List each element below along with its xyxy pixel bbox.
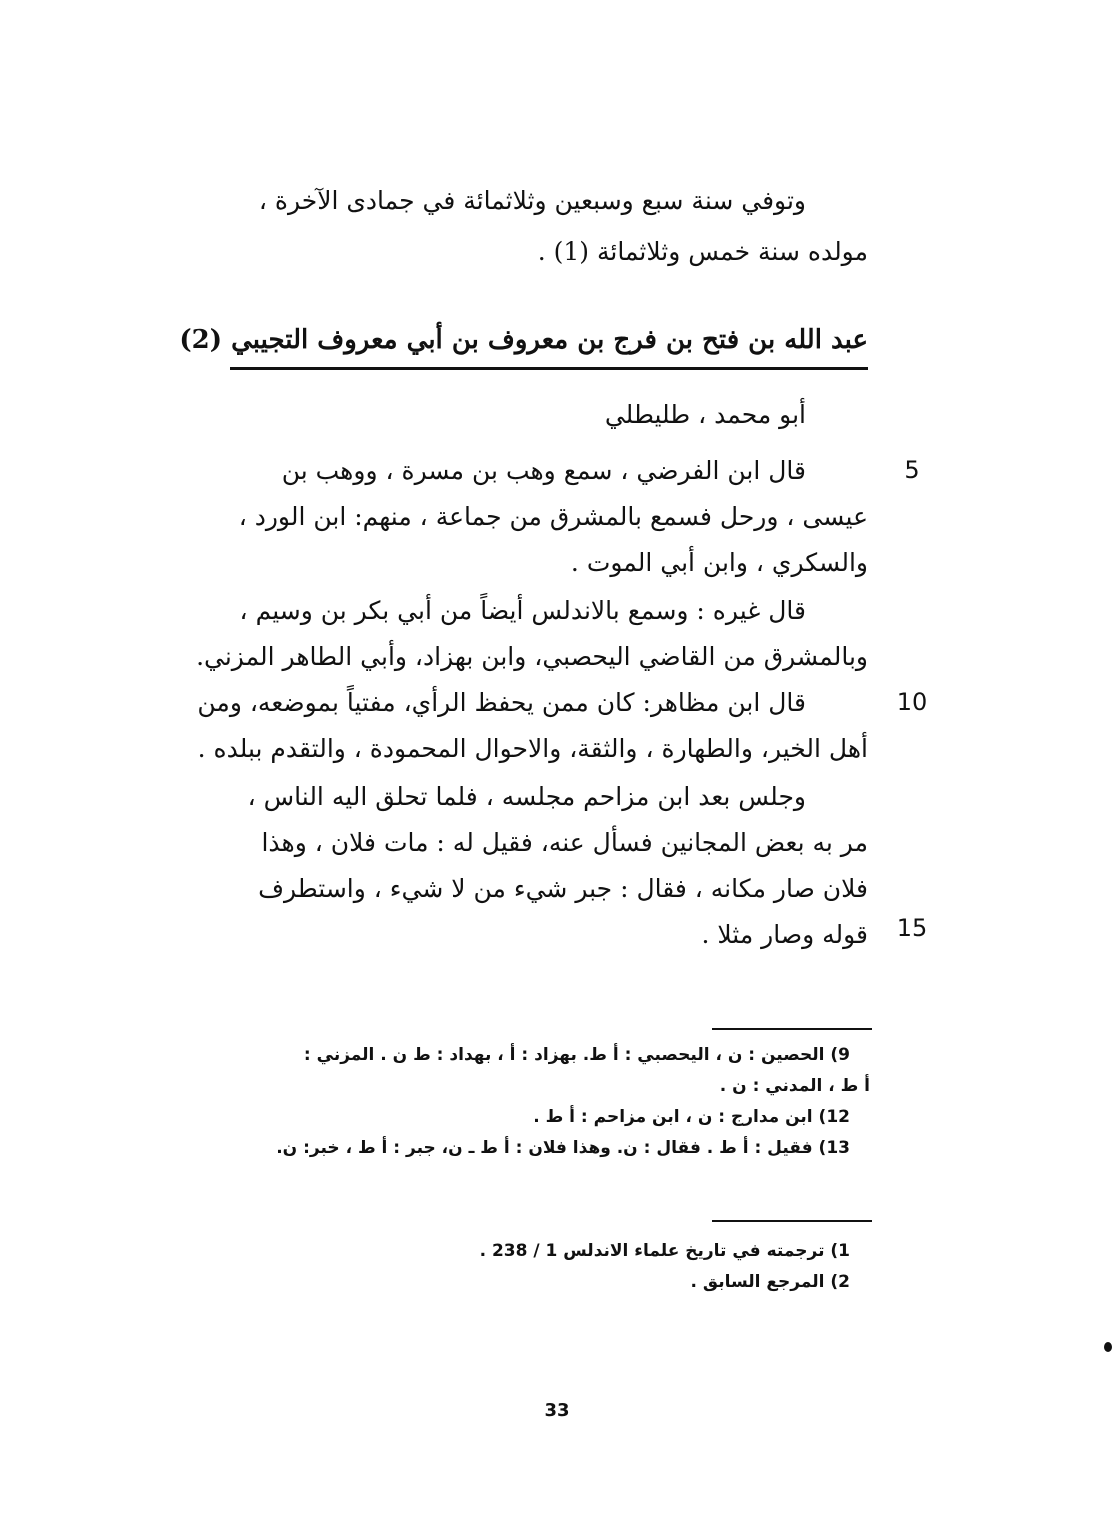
- page-number: 33: [544, 1400, 570, 1421]
- paragraph-line: أهل الخير، والطهارة ، والثقة، والاحوال المحمودة ، والتقدم ببلده .: [197, 734, 868, 763]
- paragraph-line: قال ابن الفرضي ، سمع وهب بن مسرة ، ووهب بن: [281, 456, 806, 485]
- paragraph-line: عيسى ، ورحل فسمع بالمشرق من جماعة ، منهم: ابن الورد ،: [238, 502, 868, 531]
- variant-notes: [220, 1040, 870, 1164]
- paragraph-line: فلان صار مكانه ، فقال : جبر شيء من لا شيء ، واستطرف: [258, 874, 868, 903]
- paragraph: [228, 448, 868, 586]
- footnote-line: 2) المرجع السابق .: [690, 1272, 850, 1292]
- variant-note-line: 12) ابن مدارج : ن ، ابن مزاحم : أ ط .: [533, 1107, 850, 1127]
- footnotes-rule: [712, 1220, 872, 1222]
- line-number: 5: [904, 456, 920, 484]
- variant-note-line: 9) الحصين : ن ، اليحصبي : أ ط. بهزاد : أ ، بهداد : ط ن . المزني :: [303, 1045, 850, 1065]
- variant-note-line: 13) فقيل : أ ط . فقال : ن. وهذا فلان : أ ط ـ ن، جبر : أ ط ، خبر: ن.: [276, 1138, 850, 1158]
- paragraph-line: قال ابن مظاهر: كان ممن يحفظ الرأي، مفتياً بموضعه، ومن: [197, 688, 806, 717]
- variant-notes-rule: [712, 1028, 872, 1030]
- heading-underline: [230, 367, 868, 370]
- intro-text: [238, 178, 868, 274]
- entry-kunya: [238, 392, 868, 437]
- entry-heading: عبد الله بن فتح بن فرج بن معروف بن أبي معروف التجيبي (2): [179, 325, 868, 355]
- paragraph-line: وجلس بعد ابن مزاحم مجلسه ، فلما تحلق اليه الناس ،: [247, 782, 806, 811]
- paragraph: [196, 588, 868, 680]
- paragraph-line: قوله وصار مثلا .: [701, 920, 868, 949]
- paragraph: [228, 774, 868, 958]
- intro-line: مولده سنة خمس وثلاثمائة (1) .: [537, 237, 868, 266]
- paragraph-line: مر به بعض المجانين فسأل عنه، فقيل له : مات فلان ، وهذا: [261, 828, 868, 857]
- paragraph: [197, 680, 868, 772]
- scan-edge-mark: [1104, 1342, 1112, 1352]
- kunya-line: أبو محمد ، طليطلي: [604, 400, 806, 429]
- paragraph-line: والسكري ، وابن أبي الموت .: [570, 548, 868, 577]
- paragraph-line: قال غيره : وسمع بالاندلس أيضاً من أبي بكر بن وسيم ،: [239, 596, 806, 625]
- line-number: 15: [896, 914, 928, 942]
- intro-line: وتوفي سنة سبع وسبعين وثلاثمائة في جمادى الآخرة ،: [258, 186, 806, 215]
- paragraph-line: وبالمشرق من القاضي اليحصبي، وابن بهزاد، وأبي الطاهر المزني.: [196, 642, 868, 671]
- variant-note-line: أ ط ، المدني : ن .: [719, 1076, 870, 1096]
- line-number: 10: [896, 688, 928, 716]
- footnote-line: 1) ترجمته في تاريخ علماء الاندلس 1 / 238 .: [479, 1241, 850, 1261]
- footnotes: [220, 1236, 870, 1298]
